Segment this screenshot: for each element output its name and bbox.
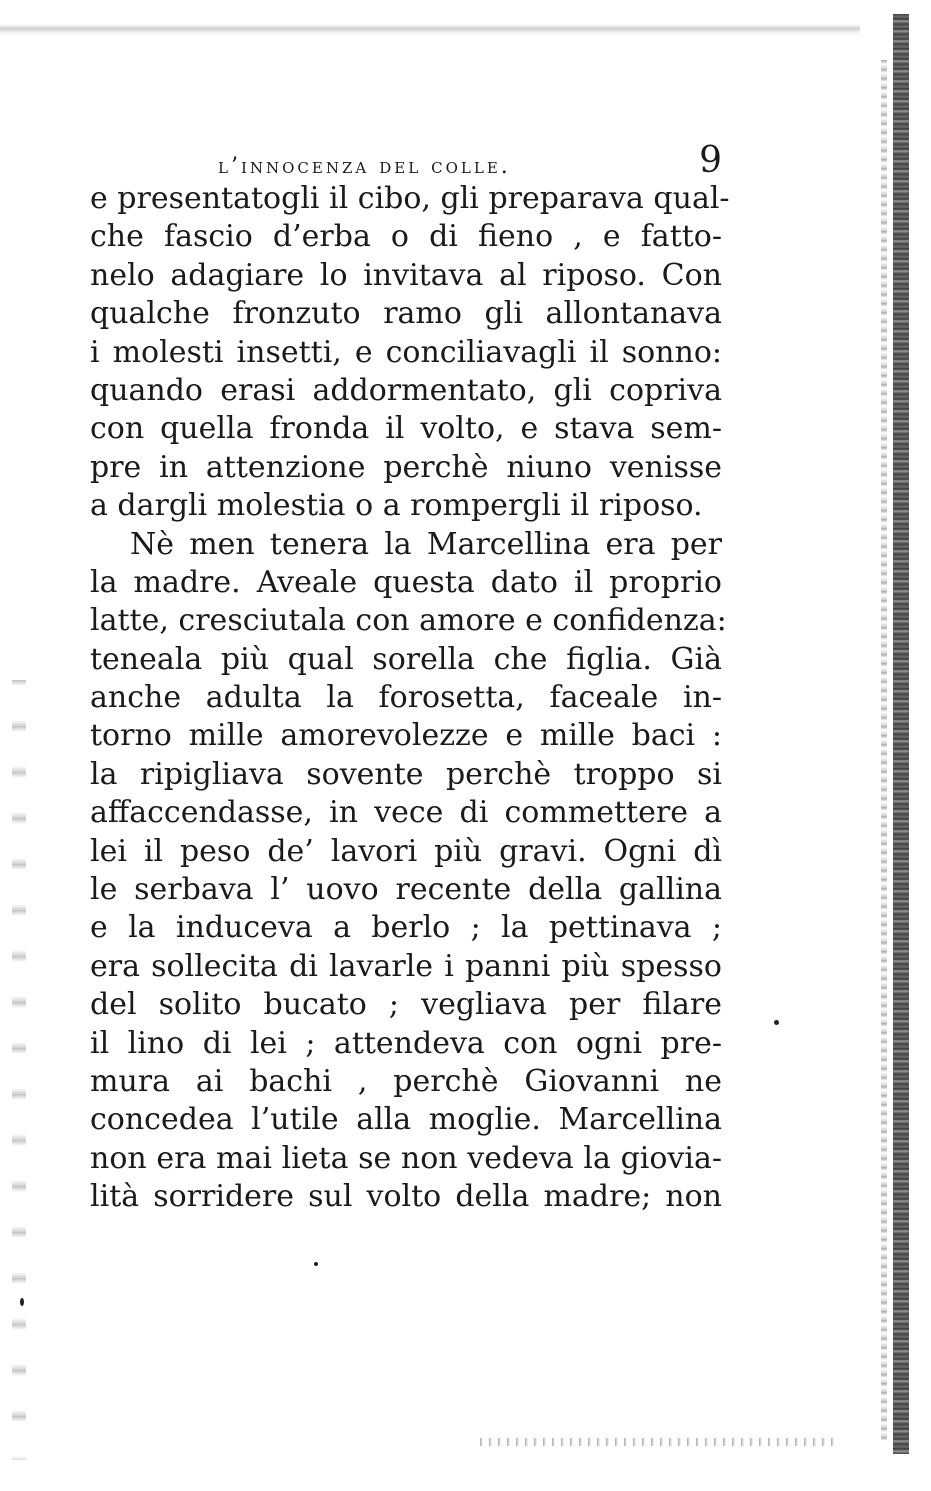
- text-line: il lino di lei ; attendeva con ogni pre-: [90, 1025, 722, 1061]
- text-line: lei il peso de’ lavori più gravi. Ogni dì: [90, 833, 722, 869]
- bottom-scan-noise: [480, 1438, 840, 1446]
- text-line: mura ai bachi , perchè Giovanni ne: [90, 1063, 722, 1099]
- book-spine-edge: [893, 14, 909, 1454]
- ink-speck: [314, 1262, 318, 1266]
- text-line: le serbava l’ uovo recente della gallina: [90, 872, 722, 908]
- text-line: del solito bucato ; vegliava per filare: [90, 987, 722, 1023]
- text-line: teneala più qual sorella che figlia. Già: [90, 641, 722, 677]
- text-line: a dargli molestia o a rompergli il riposo.: [90, 488, 703, 524]
- left-margin-scan-marks: [12, 680, 26, 1460]
- ink-speck: [20, 1298, 24, 1306]
- text-line: la ripigliava sovente perchè troppo si: [90, 756, 722, 792]
- running-head: l’innocenza del colle.: [218, 154, 511, 179]
- text-line: affaccendasse, in vece di commettere a: [90, 795, 722, 831]
- text-line: era sollecita di lavarle i panni più spesso: [90, 948, 722, 984]
- text-line: la madre. Aveale questa dato il proprio: [90, 564, 722, 600]
- ink-speck: [774, 1020, 779, 1025]
- text-line: e presentatogli il cibo, gli preparava qual-: [90, 181, 730, 216]
- page-number: 9: [699, 140, 722, 181]
- text-line: con quella fronda il volto, e stava sem-: [90, 411, 722, 447]
- page-gutter-shadow: [881, 60, 887, 1440]
- text-line: torno mille amorevolezze e mille baci :: [90, 718, 722, 754]
- scan-shadow-top: [0, 24, 860, 36]
- text-line: qualche fronzuto ramo gli allontanava: [90, 296, 722, 332]
- text-line: che fascio d’erba o di fieno , e fatto-: [90, 219, 722, 255]
- text-line: lità sorridere sul volto della madre; non: [90, 1179, 722, 1215]
- text-line: latte, cresciutala con amore e confidenza:: [90, 603, 727, 639]
- text-line: pre in attenzione perchè niuno venisse: [90, 449, 722, 485]
- body-text: [90, 180, 730, 1217]
- text-line: concedea l’utile alla moglie. Marcellina: [90, 1102, 722, 1138]
- text-line: non era mai lieta se non vedeva la giovia-: [90, 1140, 722, 1176]
- text-line: anche adulta la forosetta, faceale in-: [90, 680, 722, 716]
- text-line: nelo adagiare lo invitava al riposo. Con: [90, 257, 722, 293]
- text-line: e la induceva a berlo ; la pettinava ;: [90, 910, 722, 946]
- text-line: i molesti insetti, e conciliavagli il sonno:: [90, 334, 722, 370]
- paragraph-first-line: Nè men tenera la Marcellina era per: [130, 526, 722, 562]
- text-line: quando erasi addormentato, gli copriva: [90, 372, 722, 408]
